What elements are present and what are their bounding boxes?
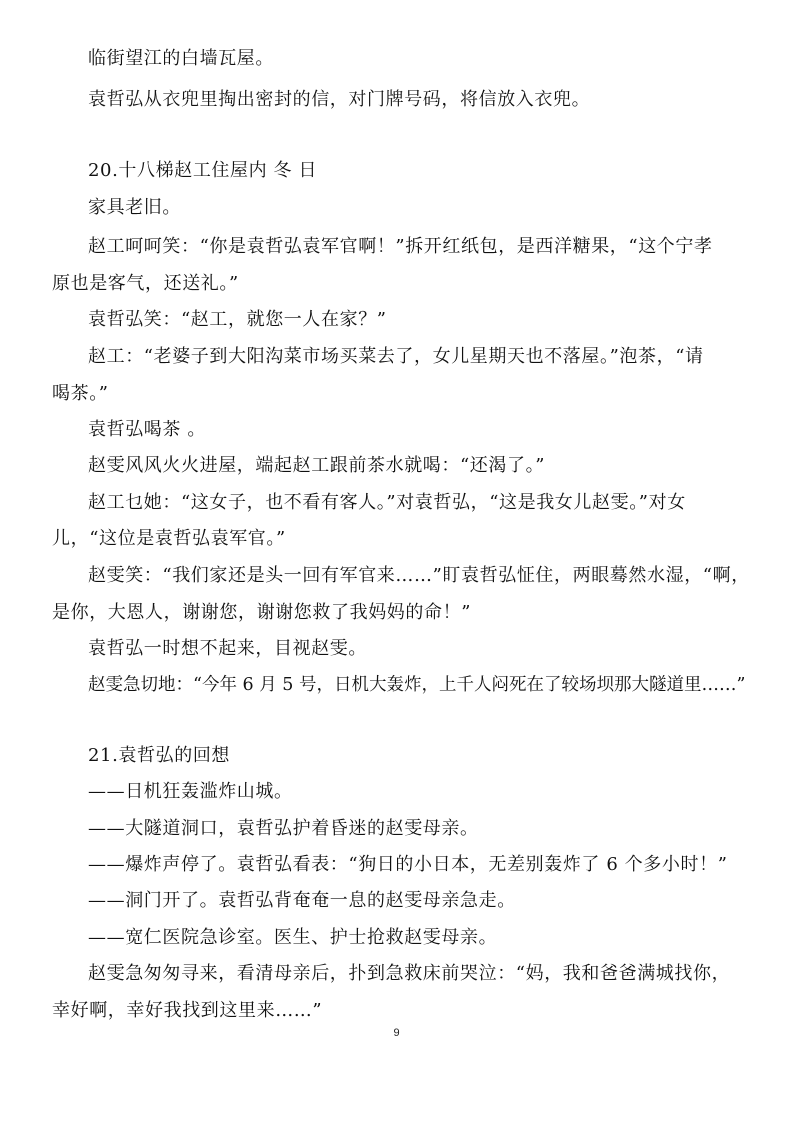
- text-line: 原也是客气，还送礼。”: [52, 273, 239, 294]
- scene-heading: 20.十八梯赵工住屋内 冬 日: [88, 160, 318, 181]
- text-line: 儿，“这位是袁哲弘袁军官。”: [52, 528, 286, 549]
- text-line: 幸好啊，幸好我找到这里来……”: [52, 1000, 323, 1021]
- text-line: 赵工乜她：“这女子，也不看有客人。”对袁哲弘，“这是我女儿赵雯。”对女: [88, 492, 686, 513]
- text-line: 家具老旧。: [88, 197, 181, 218]
- text-line: ——日机狂轰滥炸山城。: [88, 781, 293, 802]
- text-line: ——爆炸声停了。袁哲弘看表：“狗日的小日本，无差别轰炸了 6 个多小时！”: [88, 854, 728, 875]
- text-line: 赵工：“老婆子到大阳沟菜市场买菜去了，女儿星期天也不落屋。”泡茶，“请: [88, 346, 704, 367]
- text-line: 袁哲弘喝茶 。: [88, 419, 206, 440]
- text-line: 袁哲弘一时想不起来，目视赵雯。: [88, 638, 367, 659]
- text-line: 赵雯笑：“我们家还是头一回有军官来……”盯袁哲弘怔住，两眼蓦然水湿，“啊，: [88, 565, 750, 586]
- text-line: 赵雯风风火火进屋，端起赵工跟前茶水就喝：“还渴了。”: [88, 455, 546, 476]
- scene-heading: 21.袁哲弘的回想: [88, 745, 231, 766]
- text-line: 赵雯急匆匆寻来，看清母亲后，扑到急救床前哭泣：“妈，我和爸爸满城找你，: [88, 963, 731, 984]
- text-line: 赵工呵呵笑：“你是袁哲弘袁军官啊！”拆开红纸包，是西洋糖果，“这个宁孝: [88, 236, 713, 257]
- text-line: 赵雯急切地：“今年 6 月 5 号，日机大轰炸，上千人闷死在了较场坝那大隧道里……”: [88, 675, 746, 695]
- text-line: 喝茶。”: [52, 383, 109, 404]
- text-line: ——大隧道洞口，袁哲弘护着昏迷的赵雯母亲。: [88, 818, 479, 839]
- page-number: 9: [393, 1027, 400, 1039]
- text-line: 是你，大恩人，谢谢您，谢谢您救了我妈妈的命！”: [52, 602, 471, 623]
- text-line: 袁哲弘笑：“赵工，就您一人在家？”: [88, 309, 387, 330]
- text-line: ——宽仁医院急诊室。医生、护士抢救赵雯母亲。: [88, 927, 498, 948]
- text-line: ——洞门开了。袁哲弘背奄奄一息的赵雯母亲急走。: [88, 890, 516, 911]
- text-line: 临街望江的白墙瓦屋。: [88, 48, 274, 69]
- text-line: 袁哲弘从衣兜里掏出密封的信，对门牌号码，将信放入衣兜。: [88, 89, 591, 110]
